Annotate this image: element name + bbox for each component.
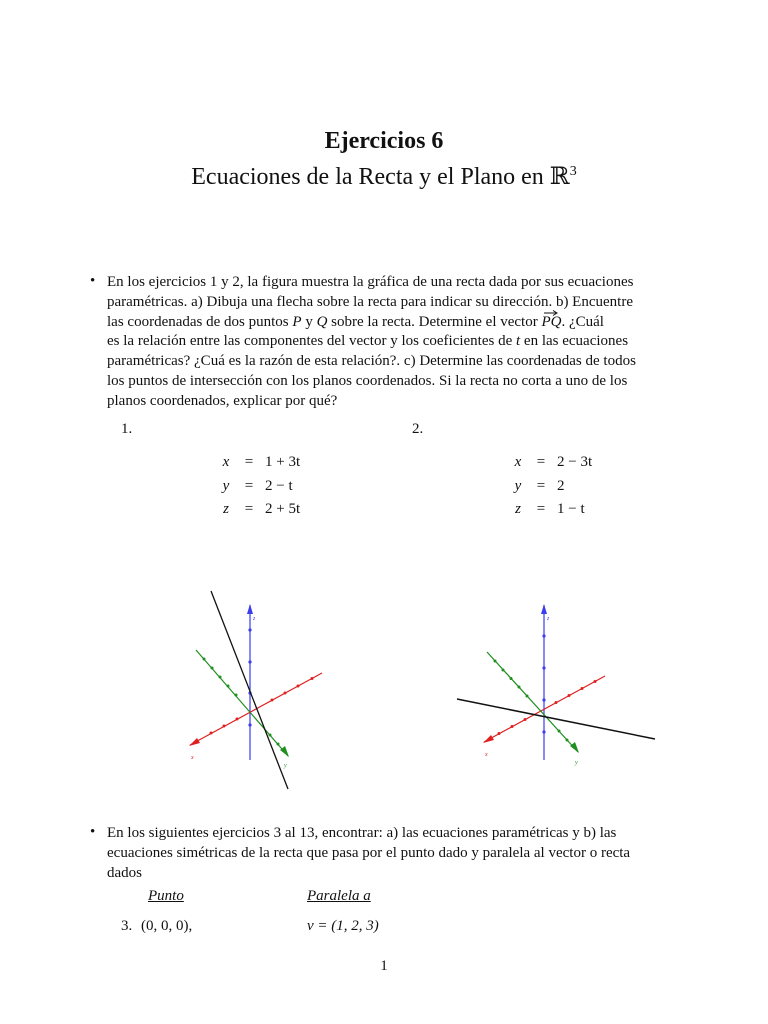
- para2-line: ecuaciones simétricas de la recta que pasa por el punto dado y paralela al vector o recta: [107, 844, 631, 861]
- z-axis-label: z: [547, 616, 550, 622]
- param-t: t: [516, 333, 521, 350]
- eq-var: y: [514, 477, 522, 494]
- vector-arrow-icon: [543, 309, 559, 317]
- eq-rhs: 2 + 5t: [265, 501, 301, 518]
- text-run: y: [301, 313, 317, 330]
- eq-rhs: 1 + 3t: [265, 454, 301, 471]
- text-run: . ¿Cuál: [561, 313, 604, 330]
- eq-var: z: [515, 501, 521, 518]
- para1-line: [107, 313, 680, 333]
- equation-row: [507, 498, 592, 522]
- eq-op: =: [244, 454, 254, 471]
- eq-op: =: [244, 477, 254, 494]
- eq-op: =: [536, 477, 546, 494]
- equation-row: [507, 451, 592, 475]
- text-run: sobre la recta. Determine el vector: [327, 313, 542, 330]
- y-axis-label: y: [284, 763, 287, 769]
- z-axis: [247, 604, 256, 760]
- equation-row: [215, 475, 300, 499]
- equation-row: [507, 475, 592, 499]
- eq-rhs: 2 − 3t: [557, 454, 593, 471]
- para1-line: paramétricas. a) Dibuja una flecha sobre la recta para indicar su dirección. b) Encuentre: [107, 293, 633, 310]
- subtitle-superscript: 3: [569, 164, 577, 179]
- instructions-paragraph-1: [107, 273, 680, 412]
- equations-exercise-2: [507, 451, 592, 522]
- z-axis-label: z: [253, 616, 256, 622]
- line-graph-exercise-1: [140, 560, 370, 800]
- eq-rhs: 1 − t: [557, 501, 585, 518]
- page-title: Ejercicios 6: [324, 128, 444, 154]
- y-axis: [487, 652, 579, 766]
- exercise-2-label: 2.: [412, 421, 424, 437]
- x-axis: [189, 673, 322, 761]
- text-run: en las ecuaciones: [520, 333, 629, 350]
- text-run: es la relación entre las componentes del vector y los coeficientes de: [107, 333, 516, 350]
- exercise-3-point: (0, 0, 0),: [141, 918, 193, 934]
- eq-var: z: [223, 501, 229, 518]
- bullet-item-1: •: [90, 273, 96, 289]
- eq-rhs: 2 − t: [265, 477, 293, 494]
- equation-row: [215, 451, 300, 475]
- exercise-3-number: 3.: [121, 918, 133, 934]
- eq-var: x: [514, 454, 522, 471]
- para1-line: paramétricas? ¿Cuá es la razón de esta relación?. c) Determine las coordenadas de todos: [107, 353, 636, 370]
- equation-row: [215, 498, 300, 522]
- y-axis-label: y: [575, 760, 578, 766]
- text-run: las coordenadas de dos puntos: [107, 313, 293, 330]
- para1-line: En los ejercicios 1 y 2, la figura muestra la gráfica de una recta dada por sus ecuaciones: [107, 274, 634, 290]
- equations-exercise-1: [215, 451, 300, 522]
- page-subtitle: [0, 162, 768, 191]
- bullet-item-2: •: [90, 824, 96, 840]
- vector-pq-text: PQ: [541, 313, 562, 330]
- para1-line: [107, 332, 680, 352]
- column-header-paralela: Paralela a: [307, 888, 371, 904]
- eq-rhs: 2: [557, 477, 565, 494]
- para1-line: los puntos de intersección con los planos coordenados. Si la recta no corta a uno de los: [107, 372, 628, 389]
- exercise-1-label: 1.: [121, 421, 133, 437]
- eq-var: y: [222, 477, 230, 494]
- point-q: Q: [316, 313, 328, 330]
- eq-op: =: [244, 501, 254, 518]
- vector-pq: [541, 314, 561, 330]
- para1-line: planos coordenados, explicar por qué?: [107, 392, 338, 409]
- z-axis: [541, 604, 550, 760]
- x-axis-label: x: [191, 755, 194, 761]
- eq-op: =: [536, 454, 546, 471]
- line-graph-exercise-2: [445, 590, 665, 780]
- para2-line: En los siguientes ejercicios 3 al 13, encontrar: a) las ecuaciones paramétricas y b) las: [107, 825, 617, 841]
- x-axis-label: x: [485, 752, 488, 758]
- eq-op: =: [536, 501, 546, 518]
- exercise-3-parallel: v = (1, 2, 3): [307, 918, 379, 934]
- page-number: 1: [380, 958, 388, 974]
- parametric-line: [457, 699, 655, 739]
- point-p: P: [292, 313, 302, 330]
- subtitle-text: Ecuaciones de la Recta y el Plano en ℝ: [191, 164, 570, 190]
- para2-line: dados: [107, 864, 142, 881]
- column-header-punto: Punto: [148, 888, 184, 904]
- instructions-paragraph-2: [107, 824, 680, 883]
- eq-var: x: [222, 454, 230, 471]
- y-axis: [196, 650, 289, 769]
